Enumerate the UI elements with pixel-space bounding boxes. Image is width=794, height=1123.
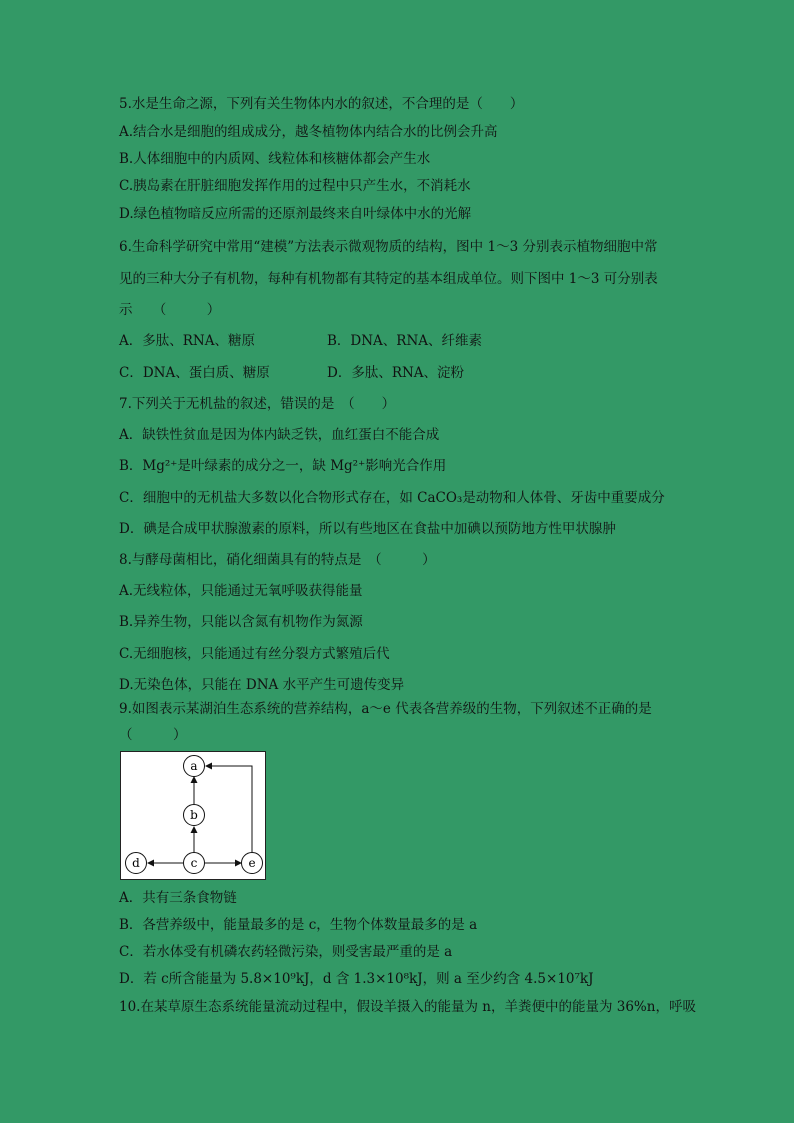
q7-option-d: D．碘是合成甲状腺激素的原料，所以有些地区在食盐中加碘以预防地方性甲状腺肿: [119, 521, 616, 537]
q6-stem-line3: 示 （ ）: [119, 302, 221, 318]
svg-text:e: e: [248, 856, 256, 870]
svg-text:b: b: [190, 808, 198, 822]
q9-option-a: A．共有三条食物链: [119, 890, 237, 906]
q7-option-c: C．细胞中的无机盐大多数以化合物形式存在，如 CaCO₃是动物和人体骨、牙齿中重要成分: [119, 490, 665, 506]
svg-text:c: c: [190, 856, 198, 870]
svg-text:d: d: [132, 856, 140, 870]
q9-answer-paren: （ ）: [119, 727, 187, 743]
q6-option-a: A．多肽、RNA、糖原: [119, 333, 255, 349]
q6-option-d: D．多肽、RNA、淀粉: [327, 365, 465, 381]
q7-stem: 7.下列关于无机盐的叙述，错误的是 （ ）: [119, 396, 396, 412]
edge-e-a: [206, 766, 252, 852]
q8-stem: 8.与酵母菌相比，硝化细菌具有的特点是 （ ）: [119, 552, 436, 568]
q9-option-d: D．若 c所含能量为 5.8×10⁹kJ，d 含 1.3×10⁸kJ，则 a 至少约含 4.5×10⁷kJ: [119, 971, 594, 987]
q6-option-c: C．DNA、蛋白质、糖原: [119, 365, 270, 381]
node-b: [184, 805, 205, 826]
q8-option-c: C.无细胞核，只能通过有丝分裂方式繁殖后代: [119, 646, 390, 662]
q7-option-b: B．Mg²⁺是叶绿素的成分之一，缺 Mg²⁺影响光合作用: [119, 458, 447, 474]
q9-option-c: C．若水体受有机磷农药轻微污染，则受害最严重的是 a: [119, 944, 453, 960]
q5-option-d: D.绿色植物暗反应所需的还原剂最终来自叶绿体中水的光解: [119, 206, 472, 222]
q5-stem: 5.水是生命之源，下列有关生物体内水的叙述，不合理的是（ ）: [119, 96, 524, 112]
q10-stem: 10.在某草原生态系统能量流动过程中，假设羊摄入的能量为 n，羊粪便中的能量为 36%n，呼吸: [119, 999, 696, 1015]
svg-text:a: a: [190, 759, 198, 773]
node-a: [184, 756, 205, 777]
q8-option-a: A.无线粒体，只能通过无氧呼吸获得能量: [119, 583, 363, 599]
q5-option-b: B.人体细胞中的内质网、线粒体和核糖体都会产生水: [119, 151, 431, 167]
q5-option-c: C.胰岛素在肝脏细胞发挥作用的过程中只产生水，不消耗水: [119, 178, 471, 194]
node-d: [126, 853, 147, 874]
q8-option-d: D.无染色体，只能在 DNA 水平产生可遗传变异: [119, 677, 405, 693]
q6-stem-line2: 见的三种大分子有机物，每种有机物都有其特定的基本组成单位。则下图中 1～3 可分别表: [119, 271, 658, 287]
q8-option-b: B.异养生物，只能以含氮有机物作为氮源: [119, 614, 363, 630]
q6-stem-line1: 6.生命科学研究中常用“建模”方法表示微观物质的结构，图中 1～3 分别表示植物细胞中常: [119, 239, 658, 255]
q5-option-a: A.结合水是细胞的组成成分，越冬植物体内结合水的比例会升高: [119, 124, 498, 140]
node-c: [184, 853, 205, 874]
food-web-diagram: [120, 751, 266, 880]
q9-stem: 9.如图表示某湖泊生态系统的营养结构，a～e 代表各营养级的生物，下列叙述不正确的是: [119, 701, 652, 717]
q6-option-b: B．DNA、RNA、纤维素: [327, 333, 483, 349]
q9-option-b: B．各营养级中，能量最多的是 c，生物个体数量最多的是 a: [119, 917, 478, 933]
q7-option-a: A．缺铁性贫血是因为体内缺乏铁，血红蛋白不能合成: [119, 427, 440, 443]
node-e: [242, 853, 263, 874]
